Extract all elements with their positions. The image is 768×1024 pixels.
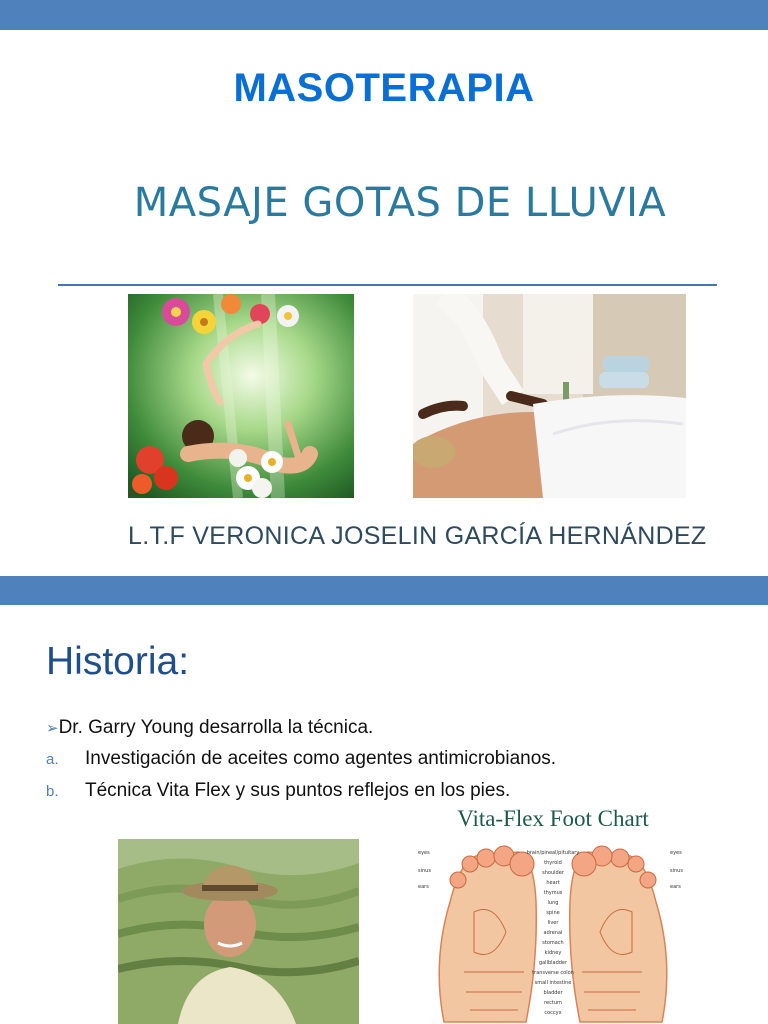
foot-chart-label: transverse colon [532,970,574,976]
title-divider [58,284,717,286]
foot-chart-label: spine [546,910,560,916]
foot-chart-label: gallbladder [538,960,568,966]
foot-chart-label: ears [670,884,681,890]
slide-subtitle: MASAJE GOTAS DE LLUVIA [133,180,667,226]
arrow-bullet-icon: ➢ [46,720,59,737]
foot-chart-label: heart [546,880,560,886]
list-item [46,780,510,802]
author-name: L.T.F VERONICA JOSELIN GARCÍA HERNÁNDEZ [128,522,707,550]
foot-chart-label: coccyx [544,1010,562,1016]
back-massage-photo [413,294,686,498]
foot-chart-label: kidney [544,950,562,956]
list-item-text: Técnica Vita Flex y sus puntos reflejos en los pies. [85,780,511,801]
foot-chart-label: sinus [418,868,431,874]
foot-chart-label: rectum [544,1000,562,1006]
foot-chart-label: small intestine [534,980,572,986]
foot-chart-label: eyes [670,850,682,856]
foot-chart-label: brain/pineal/pituitary [526,850,580,856]
foot-chart-label: adrenal [543,930,563,936]
foot-chart-title: Vita-Flex Foot Chart [457,806,649,831]
man-with-hat-photo [118,839,359,1024]
foot-chart-label: thymus [543,890,563,896]
list-item [46,748,556,770]
slide-separator-bar [0,576,768,605]
list-item-text: Dr. Garry Young desarrolla la técnica. [58,717,374,738]
foot-chart-label: lung [547,900,559,906]
fantasy-flowers-massage-image [128,294,354,498]
foot-chart-illustration [414,842,692,1024]
slide-title: MASOTERAPIA [233,66,535,110]
foot-chart-label: ears [418,884,429,890]
section-title: Historia: [46,640,190,683]
foot-chart-label: stomach [542,940,564,946]
top-accent-bar [0,0,768,30]
list-marker: a. [46,751,59,768]
list-marker: b. [46,783,59,800]
list-item [46,717,373,739]
foot-chart-label: shoulder [542,870,564,876]
foot-chart-label: bladder [543,990,563,996]
foot-chart-label: sinus [670,868,683,874]
foot-chart-label: thyroid [544,860,562,866]
foot-chart-label: liver [547,920,559,926]
list-item-text: Investigación de aceites como agentes antimicrobianos. [85,748,557,769]
foot-chart-label: eyes [418,850,430,856]
